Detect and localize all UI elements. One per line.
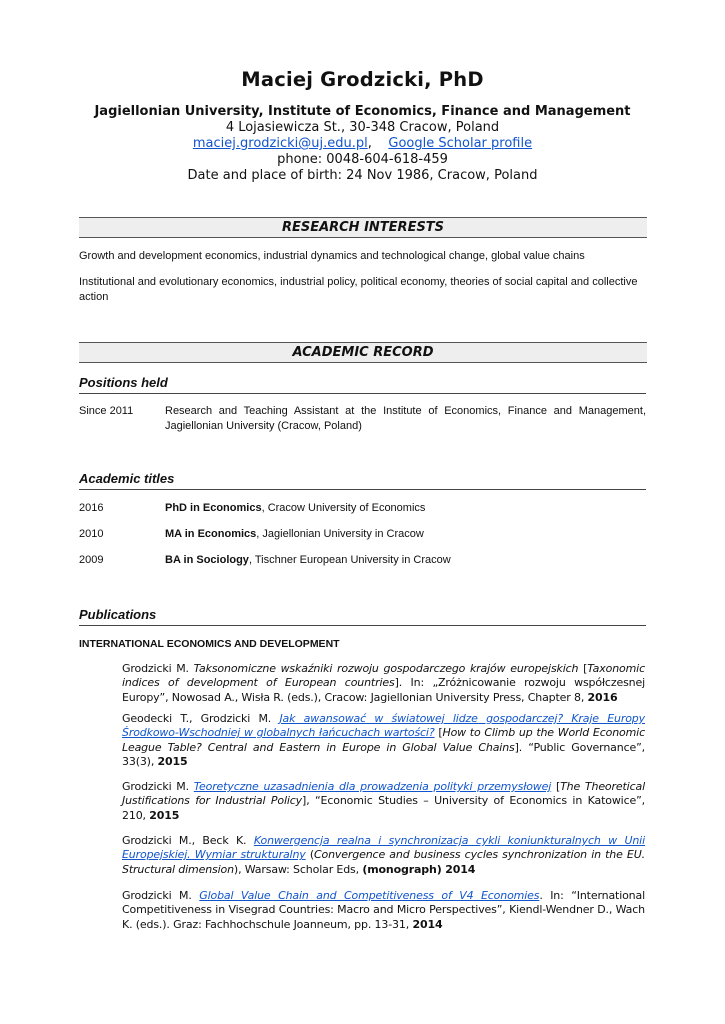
pub-year: 2016 <box>587 690 618 704</box>
pub-details: ], “Economic Studies – University of Economics in Katowice”, 210, <box>122 794 645 822</box>
title-institution: , Tischner European University in Cracow <box>248 554 451 566</box>
pub-year: 2014 <box>412 917 443 931</box>
pub-year: (monograph) 2014 <box>362 862 476 876</box>
google-scholar-link[interactable]: Google Scholar profile <box>388 136 533 151</box>
pub-author: Grodzicki M. <box>122 780 194 793</box>
pub-title-link[interactable]: Global Value Chain and Competitiveness of V4 Economies <box>199 889 540 902</box>
phone: phone: 0048-604-618-459 <box>277 152 448 167</box>
title-degree: MA in Economics <box>165 528 257 540</box>
pub-author: Grodzicki M., Beck K. <box>122 834 254 847</box>
title-institution: , Jagiellonian University in Cracow <box>256 528 424 540</box>
section-academic-record: ACADEMIC RECORD <box>79 342 647 363</box>
pub-details: ), Warsaw: Scholar Eds, <box>233 862 363 876</box>
section-research-interests: RESEARCH INTERESTS <box>79 217 647 238</box>
pub-translation: The Theoretical Justifications for Industrial Policy <box>122 780 645 808</box>
pub-title-link[interactable]: Jak awansować w światowej lidze gospodarczej? Kraje Europy Środkowo-Wschodniej w globalnych łańcuchach wartości? <box>122 712 645 740</box>
title-year: 2016 <box>79 502 104 514</box>
pub-translation: How to Climb up the World Economic League Table? Central and Eastern in Europe in Global Value Chains <box>122 726 645 754</box>
position-year: Since 2011 <box>79 405 134 417</box>
publication-item: Grodzicki M. Teoretyczne uzasadnienia dla prowadzenia polityki przemysłowej [The Theoretical Justifications for Industrial Policy], “Economic Studies – University of Economics in Katowice”, 210, 2015 <box>122 780 645 822</box>
publication-item: Grodzicki M., Beck K. Konwergencja realna i synchronizacja cykli koniunkturalnych w Unii Europejskiej. Wymiar strukturalny (Convergence and business cycles synchronization in the EU. Structural dimension), Warsaw: Scholar Eds, (monograph) 2014 <box>122 834 645 876</box>
pub-author: Grodzicki M. <box>122 662 194 675</box>
pub-year: 2015 <box>149 808 180 822</box>
pub-details: ]. In: „Zróżnicowanie rozwoju współczesnej Europy”, Nowosad A., Wisła R. (eds.), Cracow: Jagiellonian University Press, Chapter 8, <box>122 676 645 704</box>
research-interest-2: Institutional and evolutionary economics, industrial policy, political economy, theories of social capital and collective action <box>79 276 638 303</box>
pub-translation: Convergence and business cycles synchronization in the EU. Structural dimension <box>122 848 645 876</box>
affiliation: Jagiellonian University, Institute of Economics, Finance and Management <box>94 104 631 119</box>
pub-details: ]. “Public Governance”, 33(3), <box>122 740 645 768</box>
publication-item: Geodecki T., Grodzicki M. Jak awansować w światowej lidze gospodarczej? Kraje Europy Środkowo-Wschodniej w globalnych łańcuchach wartości? [How to Climb up the World Economic League Table? Central and Eastern in Europe in Global Value Chains]. “Public Governance”, 33(3), 2015 <box>122 712 645 768</box>
subhead-publications: Publications <box>79 607 646 626</box>
cv-header <box>0 66 725 184</box>
research-interest-1: Growth and development economics, industrial dynamics and technological change, global value chains <box>79 250 585 262</box>
title-institution: , Cracow University of Economics <box>261 502 426 514</box>
position-text: Research and Teaching Assistant at the Institute of Economics, Finance and Management, Jagiellonian University (Cracow, Poland) <box>165 405 646 432</box>
birth-info: Date and place of birth: 24 Nov 1986, Cracow, Poland <box>187 168 538 183</box>
pub-translation: Taxonomic indices of development of European countries <box>122 662 645 690</box>
publication-item: Grodzicki M. Taksonomiczne wskaźniki rozwoju gospodarczego krajów europejskich [Taxonomic indices of development of European countries]. In: „Zróżnicowanie rozwoju współczesnej Europy”, Nowosad A., Wisła R. (eds.), Cracow: Jagiellonian University Press, Chapter 8, 2016 <box>122 662 645 704</box>
contact-links <box>0 136 725 152</box>
pub-title-link[interactable]: Teoretyczne uzasadnienia dla prowadzenia polityki przemysłowej <box>193 780 552 793</box>
person-name: Maciej Grodzicki, PhD <box>241 68 484 91</box>
pub-title: Taksonomiczne wskaźniki rozwoju gospodarczego krajów europejskich <box>193 662 579 675</box>
email-separator: , <box>367 136 372 151</box>
pub-details: . In: “International Competitiveness in Visegrad Countries: Macro and Micro Perspectives”, Kiendl-Wendner D., Wach K. (eds.). Graz: Fachhochschule Joanneum, pp. 13-31, <box>122 889 645 931</box>
title-year: 2009 <box>79 554 104 566</box>
subhead-positions-held: Positions held <box>79 375 646 394</box>
subhead-academic-titles: Academic titles <box>79 471 646 490</box>
pub-author: Grodzicki M. <box>122 889 200 902</box>
address: 4 Lojasiewicza St., 30-348 Cracow, Poland <box>225 120 500 135</box>
publication-item <box>122 889 645 932</box>
publication-category: INTERNATIONAL ECONOMICS AND DEVELOPMENT <box>79 638 340 650</box>
pub-year: 2015 <box>157 754 188 768</box>
pub-author: Geodecki T., Grodzicki M. <box>122 712 280 725</box>
email-link[interactable]: maciej.grodzicki@uj.edu.pl <box>192 136 368 151</box>
title-degree: PhD in Economics <box>165 502 262 514</box>
pub-title-link[interactable]: Konwergencja realna i synchronizacja cykli koniunkturalnych w Unii Europejskiej. Wymiar strukturalny <box>122 834 645 862</box>
title-degree: BA in Sociology <box>165 554 249 566</box>
title-year: 2010 <box>79 528 104 540</box>
